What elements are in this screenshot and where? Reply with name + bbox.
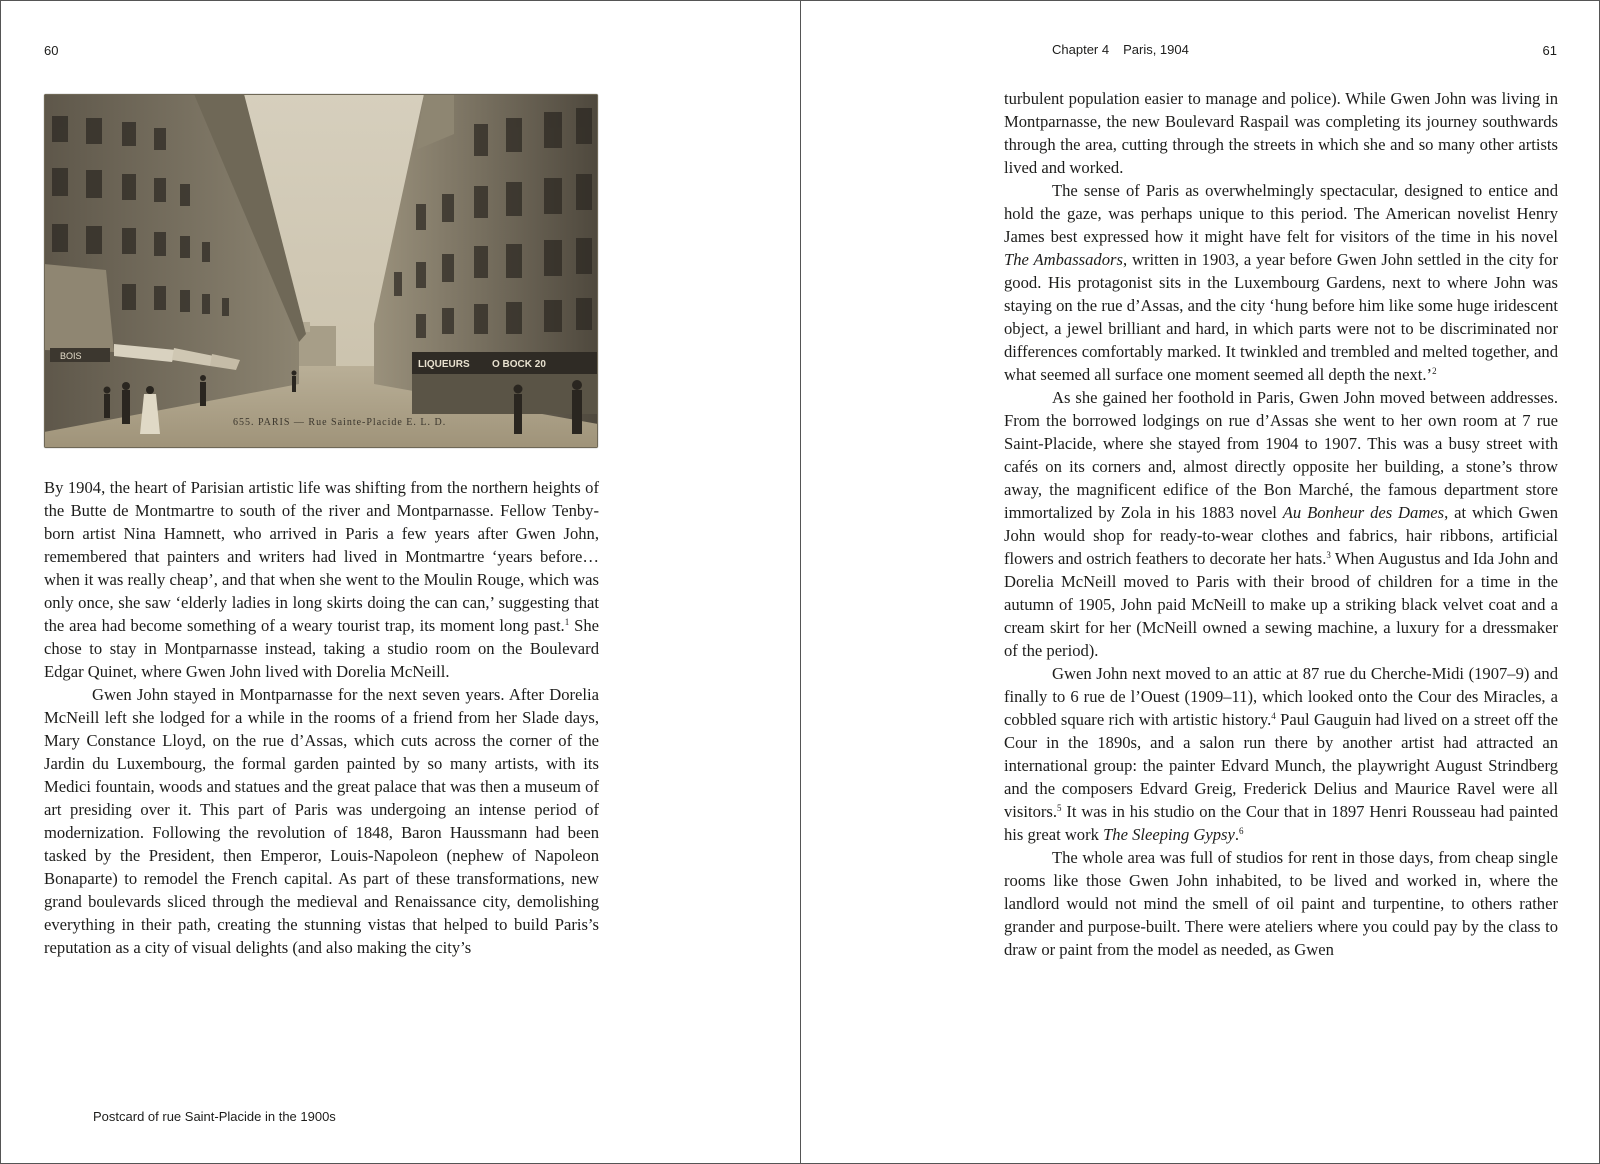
text-run: She chose to stay in Montparnasse instead, taking a studio room on the Boulevard Edgar Quinet, where Gwen John lived with Dorelia McNeill.	[44, 616, 599, 681]
paragraph	[1004, 179, 1558, 386]
text-run: Paul Gauguin had lived on a street off the Cour in the 1890s, and a salon run there by another artist had attracted an international group: the painter Edvard Munch, the playwright August Strindberg and the composers Edvard Greig, Frederick Delius and Maurice Ravel were all visitors.	[1004, 710, 1558, 821]
chapter-title: Paris, 1904	[1123, 42, 1189, 57]
text-run: The whole area was full of studios for rent in those days, from cheap single rooms like those Gwen John inhabited, to be lived and worked in, where the landlord would not mind the smell of oil paint and turpentine, to others rather grander and purpose-built. There were ateliers where you could pay by the class to draw or paint from the model as needed, as Gwen	[1004, 848, 1558, 959]
text-run: It was in his studio on the Cour that in 1897 Henri Rousseau had painted his great work	[1004, 802, 1558, 844]
storefront-sign-left: BOIS	[60, 351, 82, 361]
footnote-marker: 2	[1432, 366, 1437, 376]
paragraph	[1004, 87, 1558, 179]
footnote-marker: 3	[1326, 550, 1331, 560]
text-run: .	[1234, 825, 1240, 844]
italic-title: The Sleeping Gypsy	[1103, 825, 1235, 844]
page-number-right: 61	[1542, 43, 1557, 58]
chapter-label: Chapter 4	[1052, 42, 1110, 57]
text-run: By 1904, the heart of Parisian artistic life was shifting from the northern heights of the Butte de Montmartre to south of the river and Montparnasse. Fellow Tenby-born artist Nina Hamnett, who arrived in Paris a few years after Gwen John, remembered that painters and writers had lived in Montmartre ‘years before…when it was really cheap’, and that when she went to the Moulin Rouge, which was only once, she saw ‘elderly ladies in long skirts doing the can can,’ suggesting that the area had become something of a weary tourist trap, its moment long past.	[44, 478, 599, 635]
paragraph	[44, 476, 599, 683]
postcard-photo	[44, 94, 598, 448]
text-run: Gwen John stayed in Montparnasse for the next seven years. After Dorelia McNeill left she lodged for a while in the rooms of a friend from her Slade days, Mary Constance Lloyd, on the rue d’Assas, which cuts across the corner of the Jardin du Luxembourg, the formal garden painted by so many artists, with its Medici fountain, woods and statues and the great palace that was then a museum of art presiding over it. This part of Paris was undergoing an intense period of modernization. Following the revolution of 1848, Baron Haussmann had been tasked by the President, then Emperor, Louis-Napoleon (nephew of Napoleon Bonaparte) to remodel the French capital. As part of these transformations, new grand boulevards sliced through the medieval and Renaissance city, demolishing everything in their path, creating the stunning vistas that helped to build Paris’s reputation as a city of visual delights (and also making the city’s	[44, 685, 599, 957]
text-run: , written in 1903, a year before Gwen John settled in the city for good. His protagonist sits in the Luxembourg Gardens, next to where John was staying on the rue d’Assas, and the city ‘hung before him like some huge iridescent object, a jewel brilliant and hard, in which parts were not to be discriminated nor differences comfortably marked. It twinkled and trembled and melted together, and what seemed all surface one moment seemed all depth the next.’	[1004, 250, 1558, 384]
storefront-sign-liqueurs: LIQUEURS	[418, 359, 470, 370]
footnote-marker: 5	[1057, 803, 1062, 813]
paragraph	[1004, 386, 1558, 662]
italic-title: The Ambassadors	[1004, 250, 1123, 269]
footnote-marker: 4	[1271, 711, 1276, 721]
italic-title: Au Bonheur des Dames	[1282, 503, 1445, 522]
text-run: The sense of Paris as overwhelmingly spectacular, designed to entice and hold the gaze, was perhaps unique to this period. The American novelist Henry James best expressed how it might have felt for visitors of the time in his novel	[1004, 181, 1558, 246]
text-run: As she gained her foothold in Paris, Gwen John moved between addresses. From the borrowed lodgings on rue d’Assas she went to her own room at 7 rue Saint-Placide, where she stayed from 1904 to 1907. This was a busy street with cafés on its corners and, almost directly opposite her building, a stone’s throw away, the magnificent edifice of the Bon Marché, the famous department store immortalized by Zola in his 1883 novel	[1004, 388, 1558, 522]
paragraph	[1004, 846, 1558, 961]
street-scene-illustration	[44, 94, 598, 448]
page-number-left: 60	[44, 43, 59, 58]
text-run: Gwen John next moved to an attic at 87 rue du Cherche-Midi (1907–9) and finally to 6 rue de l’Ouest (1909–11), which looked onto the Cour des Miracles, a cobbled square rich with artistic history.	[1004, 664, 1558, 729]
text-run: turbulent population easier to manage and police). While Gwen John was living in Montparnasse, the new Boulevard Raspail was completing its journey southwards through the area, cutting through the streets in which she and so many other artists lived and worked.	[1004, 89, 1558, 177]
footnote-marker: 1	[564, 617, 570, 627]
running-head	[1052, 42, 1189, 57]
storefront-sign-bock: O BOCK 20	[492, 359, 546, 370]
footnote-marker: 6	[1239, 826, 1244, 836]
postcard-legend: 655. PARIS — Rue Sainte-Placide E. L. D.	[233, 417, 447, 428]
text-run: When Augustus and Ida John and Dorelia McNeill moved to Paris with their brood of children for a time in the autumn of 1905, John paid McNeill to make up a striking black velvet coat and a cream skirt for her (McNeill owned a sewing machine, a luxury for a dressmaker of the period).	[1004, 549, 1559, 660]
left-body-text	[44, 476, 599, 959]
text-run: , at which Gwen John would shop for ready-to-wear clothes and fabrics, hair ribbons, artificial flowers and ostrich feathers to decorate her hats.	[1004, 503, 1558, 568]
figure-caption: Postcard of rue Saint-Placide in the 1900s	[93, 1109, 336, 1124]
right-body-text	[1004, 87, 1558, 961]
paragraph	[44, 683, 599, 959]
paragraph	[1004, 662, 1558, 846]
